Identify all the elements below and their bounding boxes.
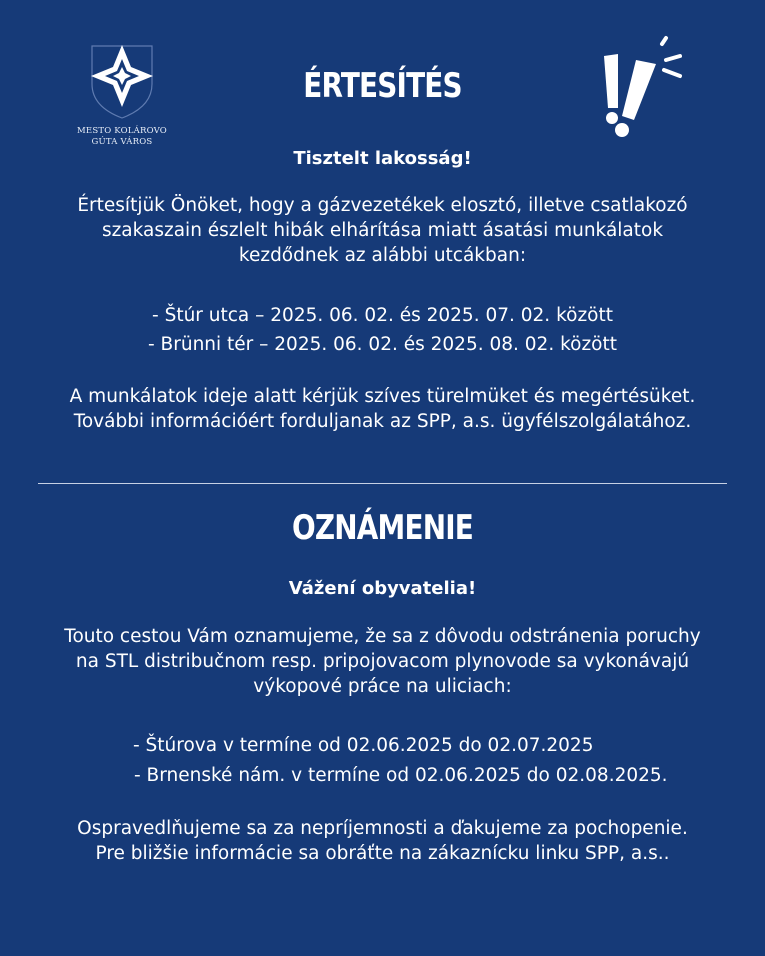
street-item: - Štúrova v termíne od 02.06.2025 do 02.07.2025 xyxy=(133,735,594,756)
logo-text-line1: MESTO KOLÁROVO xyxy=(77,126,167,136)
hungarian-intro-line: kezdődnek az alábbi utcákban: xyxy=(238,245,527,266)
slovak-intro-line: Touto cestou Vám oznamujeme, že sa z dôvodu odstránenia poruchy xyxy=(64,626,701,647)
slovak-closing xyxy=(20,816,745,866)
slovak-heading: OZNÁMENIE xyxy=(292,508,473,548)
slovak-closing-line: Ospravedlňujeme sa za nepríjemnosti a ďakujeme za pochopenie. xyxy=(77,818,688,839)
section-divider xyxy=(38,483,727,484)
slovak-street-list xyxy=(133,731,733,791)
hungarian-street-list xyxy=(0,301,765,359)
logo-caption xyxy=(66,126,178,148)
slovak-intro-line: výkopové práce na uliciach: xyxy=(253,676,512,697)
slovak-intro-line: na STL distribučnom resp. pripojovacom plynovode sa vykonávajú xyxy=(75,651,690,672)
hungarian-salutation: Tisztelt lakosság! xyxy=(293,148,472,169)
hungarian-closing xyxy=(20,384,745,434)
slovak-salutation: Vážení obyvatelia! xyxy=(288,578,477,599)
slovak-closing-line: Pre bližšie informácie sa obráťte na zákaznícku linku SPP, a.s.. xyxy=(95,843,670,864)
hungarian-intro xyxy=(20,193,745,268)
hungarian-closing-line: A munkálatok ideje alatt kérjük szíves türelmüket és megértésüket. xyxy=(69,386,696,407)
street-item: - Štúr utca – 2025. 06. 02. és 2025. 07. 02. között xyxy=(152,305,613,326)
hungarian-intro-line: Értesítjük Önöket, hogy a gázvezetékek elosztó, illetve csatlakozó xyxy=(77,195,688,216)
street-item: - Brnenské nám. v termíne od 02.06.2025 do 02.08.2025. xyxy=(134,765,668,786)
slovak-intro xyxy=(20,624,745,699)
hungarian-intro-line: szakaszain észlelt hibák elhárítása miatt ásatási munkálatok xyxy=(101,220,664,241)
hungarian-closing-line: További információért forduljanak az SPP, a.s. ügyfélszolgálatához. xyxy=(73,411,692,432)
street-item: - Brünni tér – 2025. 06. 02. és 2025. 08. 02. között xyxy=(147,334,617,355)
hungarian-heading: ÉRTESÍTÉS xyxy=(303,66,462,106)
logo-text-line2: GÚTA VÁROS xyxy=(91,137,153,147)
